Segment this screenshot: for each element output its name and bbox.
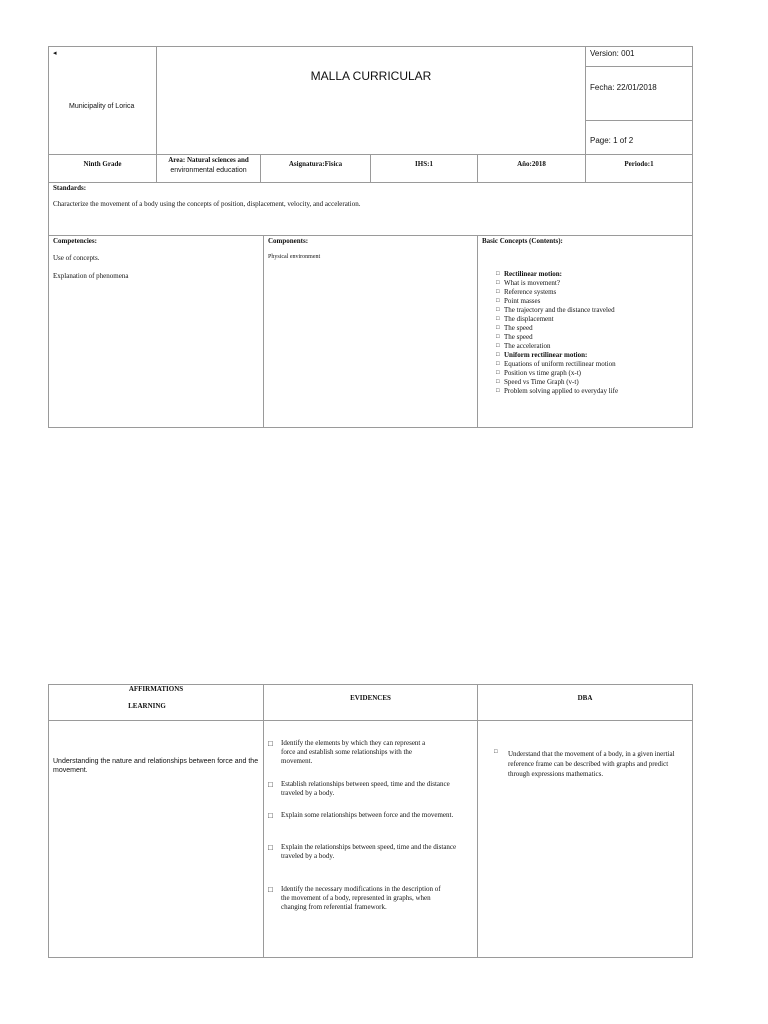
anio-cell [477, 154, 586, 183]
periodo-label: Periodo:1 [624, 160, 654, 168]
concept-item: □ The speed [496, 333, 686, 342]
competencies-heading: Competencies: [53, 237, 97, 245]
components-heading: Components: [268, 237, 309, 245]
checkbox-icon: □ [494, 749, 498, 755]
header-title-cell [156, 46, 586, 155]
municipality-name: Municipality of Lorica [69, 103, 135, 110]
concept-item: □ Point masses [496, 297, 686, 306]
grade-label: Ninth Grade [83, 160, 122, 168]
header-logo-cell [48, 46, 157, 155]
checkbox-icon: □ [268, 843, 273, 852]
evidences-title: EVIDENCES [350, 694, 391, 702]
checkbox-icon: □ [268, 780, 273, 789]
concept-item: □ Problem solving applied to everyday life [496, 387, 686, 396]
evidence-text: Establish relationships between speed, time and the distance traveled by a body. [281, 780, 450, 797]
page-title: MALLA CURRICULAR [310, 69, 432, 83]
dba-text: Understand that the movement of a body, in a given inertial reference frame can be described with graphs and predict through expressions mathematics. [508, 750, 675, 778]
ihs-label: IHS:1 [415, 160, 433, 168]
concept-item: □ Rectilinear motion: [496, 270, 686, 279]
version-label: Version: 001 [590, 49, 635, 58]
page-number-cell [585, 120, 693, 155]
concept-item: □ What is movement? [496, 279, 686, 288]
evidence-item [268, 739, 431, 766]
version-cell [585, 46, 693, 67]
basic-concepts-cell [477, 235, 693, 428]
area-label-line1: Area: Natural sciences and [168, 156, 249, 164]
concept-item: □ The acceleration [496, 342, 686, 351]
evidence-text: Explain some relationships between force and the movement. [281, 811, 454, 819]
evidences-header-cell [263, 684, 478, 721]
anio-label: Año:2018 [517, 160, 546, 168]
checkbox-icon: □ [268, 739, 273, 748]
grade-cell [48, 154, 157, 183]
evidence-item [268, 885, 446, 912]
concept-item: □ Uniform rectilinear motion: [496, 351, 686, 360]
area-cell [156, 154, 261, 183]
corner-mark-icon: ◂ [53, 50, 57, 57]
asignatura-label: Asignatura:Fisica [288, 160, 343, 168]
standards-cell [48, 182, 693, 236]
competency-item: Explanation of phenomena [53, 272, 129, 280]
learning-title: LEARNING [128, 702, 166, 710]
standards-text: Characterize the movement of a body using the concepts of position, displacement, velocity, and acceleration. [53, 200, 361, 208]
concept-item: □ The trajectory and the distance traveled [496, 306, 686, 315]
concept-item: □ Position vs time graph (x-t) [496, 369, 686, 378]
affirmations-title: AFFIRMATIONS [128, 685, 184, 693]
concept-item: □ The displacement [496, 315, 686, 324]
components-cell [263, 235, 478, 428]
evidence-item [268, 780, 451, 798]
basic-concepts-heading: Basic Concepts (Contents): [482, 237, 563, 245]
area-label-line2: environmental education [170, 167, 247, 174]
learning-cell [48, 720, 264, 958]
dba-title: DBA [577, 694, 593, 702]
ihs-cell [370, 154, 478, 183]
concept-item: □ The speed [496, 324, 686, 333]
checkbox-icon: □ [268, 885, 273, 894]
competencies-cell [48, 235, 264, 428]
learning-header-cell [48, 684, 264, 721]
learning-text: Understanding the nature and relationships between force and the movement. [53, 758, 259, 774]
concept-item: □ Reference systems [496, 288, 686, 297]
evidence-item [268, 811, 461, 820]
asignatura-cell [260, 154, 371, 183]
standards-heading: Standards: [53, 184, 87, 192]
page-number-label: Page: 1 of 2 [590, 136, 634, 145]
dba-cell [477, 720, 693, 958]
dba-header-cell [477, 684, 693, 721]
fecha-cell [585, 66, 693, 121]
competency-item: Use of concepts. [53, 254, 100, 262]
concept-item: □ Equations of uniform rectilinear motion [496, 360, 686, 369]
periodo-cell [585, 154, 693, 183]
evidence-item [268, 843, 461, 861]
evidences-cell [263, 720, 478, 958]
fecha-label: Fecha: 22/01/2018 [590, 83, 657, 92]
evidence-text: Identify the elements by which they can represent a force and establish some relationships with the movement. [281, 739, 426, 765]
basic-concepts-list [496, 270, 686, 396]
concept-item: □ Speed vs Time Graph (v-t) [496, 378, 686, 387]
component-item: Physical environment [268, 254, 321, 260]
evidence-text: Explain the relationships between speed, time and the distance traveled by a body. [281, 843, 457, 860]
evidence-text: Identify the necessary modifications in the description of the movement of a body, represented in graphs, when changing from referential framework. [281, 885, 441, 911]
checkbox-icon: □ [268, 811, 273, 820]
